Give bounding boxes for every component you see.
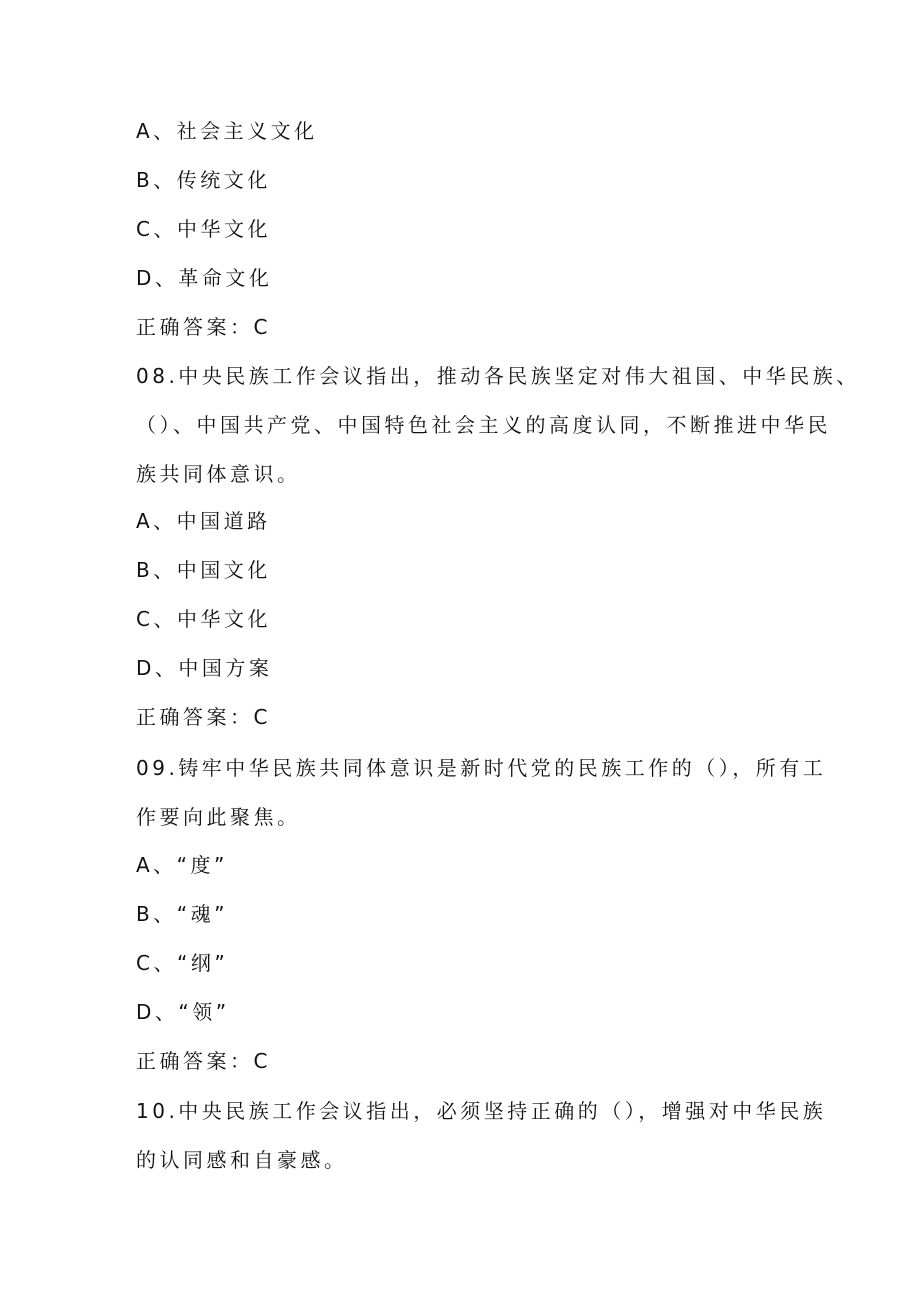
q09-stem-line-2: 作要向此聚焦。 [136, 805, 301, 829]
q09-option-d: D、“领” [136, 1000, 230, 1024]
q08-answer: 正确答案：C [136, 705, 271, 729]
q07-option-b: B、传统文化 [136, 168, 271, 192]
q09-answer: 正确答案：C [136, 1049, 271, 1073]
q09-option-c: C、“纲” [136, 951, 229, 975]
q07-option-d: D、革命文化 [136, 266, 273, 290]
q10-stem-line-2: 的认同感和自豪感。 [136, 1148, 348, 1172]
q08-stem-line-1: 08.中央民族工作会议指出，推动各民族坚定对伟大祖国、中华民族、 [136, 364, 860, 388]
q08-stem-line-3: 族共同体意识。 [136, 462, 301, 486]
q09-stem-line-1: 09.铸牢中华民族共同体意识是新时代党的民族工作的（），所有工 [136, 756, 827, 780]
q09-option-a: A、“度” [136, 853, 228, 877]
q07-option-c: C、中华文化 [136, 217, 271, 241]
q08-stem-line-2: （）、中国共产党、中国特色社会主义的高度认同，不断推进中华民 [136, 413, 831, 437]
q08-option-c: C、中华文化 [136, 607, 271, 631]
q07-answer: 正确答案：C [136, 315, 271, 339]
q07-option-a: A、社会主义文化 [136, 119, 318, 143]
q10-stem-line-1: 10.中央民族工作会议指出，必须坚持正确的（），增强对中华民族 [136, 1099, 827, 1123]
q08-option-b: B、中国文化 [136, 558, 271, 582]
q08-option-a: A、中国道路 [136, 509, 271, 533]
q09-option-b: B、“魂” [136, 902, 228, 926]
q08-option-d: D、中国方案 [136, 656, 273, 680]
